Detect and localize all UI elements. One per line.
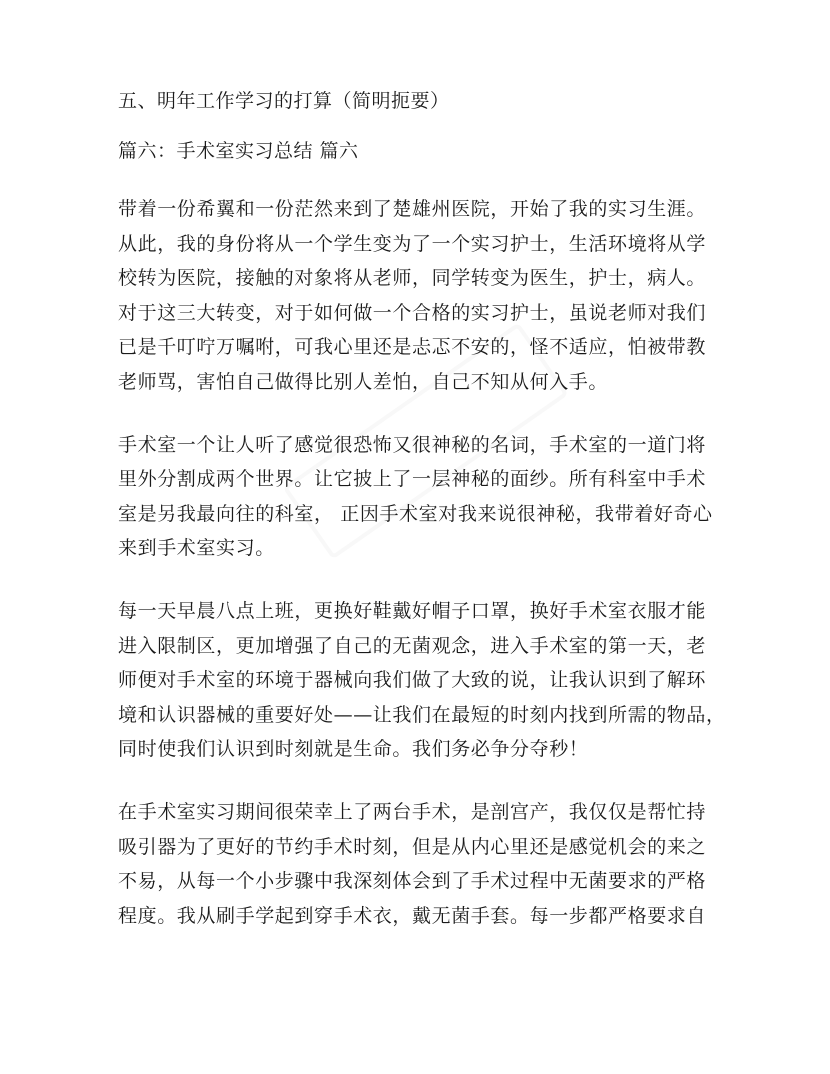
text-line: 里外分割成两个世界。让它披上了一层神秘的面纱。所有科室中手术 <box>118 468 707 491</box>
text-line: 已是千叮咛万嘱咐，可我心里还是忐忑不安的，怪不适应，怕被带教 <box>118 336 707 359</box>
paragraph-3 <box>118 594 726 767</box>
text-line: 带着一份希翼和一份茫然来到了楚雄州医院，开始了我的实习生涯。 <box>118 198 707 220</box>
text-line: 同时使我们认识到时刻就是生命。我们务必争分夺秒！ <box>118 738 589 761</box>
text-line: 不易，从每一个小步骤中我深刻体会到了手术过程中无菌要求的严格 <box>118 870 707 893</box>
heading-section: 篇六：手术室实习总结 篇六 <box>118 140 359 162</box>
paragraph-2 <box>118 428 718 566</box>
text-line: 师便对手术室的环境于器械向我们做了大致的说，让我认识到了解环 <box>118 669 707 692</box>
text-line: 境和认识器械的重要好处——让我们在最短的时刻内找到所需的物品， <box>118 703 726 726</box>
text-line: 吸引器为了更好的节约手术时刻，但是从内心里还是感觉机会的来之 <box>118 835 707 858</box>
text-line: 老师骂，害怕自己做得比别人差怕，自己不知从何入手。 <box>118 370 609 393</box>
text-line: 手术室一个让人听了感觉很恐怖又很神秘的名词，手术室的一道门将 <box>118 433 707 456</box>
text-line: 对于这三大转变，对于如何做一个合格的实习护士，虽说老师对我们 <box>118 301 707 324</box>
text-line: 每一天早晨八点上班，更换好鞋戴好帽子口罩，换好手术室衣服才能 <box>118 599 707 622</box>
text-line: 程度。我从刷手学起到穿手术衣，戴无菌手套。每一步都严格要求自 <box>118 904 707 927</box>
text-line: 在手术室实习期间很荣幸上了两台手术，是剖宫产，我仅仅是帮忙持 <box>118 800 707 823</box>
heading-plan: 五、明年工作学习的打算（简明扼要） <box>118 90 450 112</box>
document-body <box>118 86 726 961</box>
text-line: 从此，我的身份将从一个学生变为了一个实习护士，生活环境将从学 <box>118 232 707 255</box>
text-line: 进入限制区，更加增强了自己的无菌观念，进入手术室的第一天，老 <box>118 634 707 657</box>
paragraph-1 <box>118 192 718 400</box>
text-line: 室是另我最向往的科室， 正因手术室对我来说很神秘，我带着好奇心 <box>118 502 713 525</box>
text-line: 来到手术室实习。 <box>118 537 275 560</box>
paragraph-4 <box>118 795 718 933</box>
text-line: 校转为医院，接触的对象将从老师，同学转变为医生，护士，病人。 <box>118 267 707 290</box>
